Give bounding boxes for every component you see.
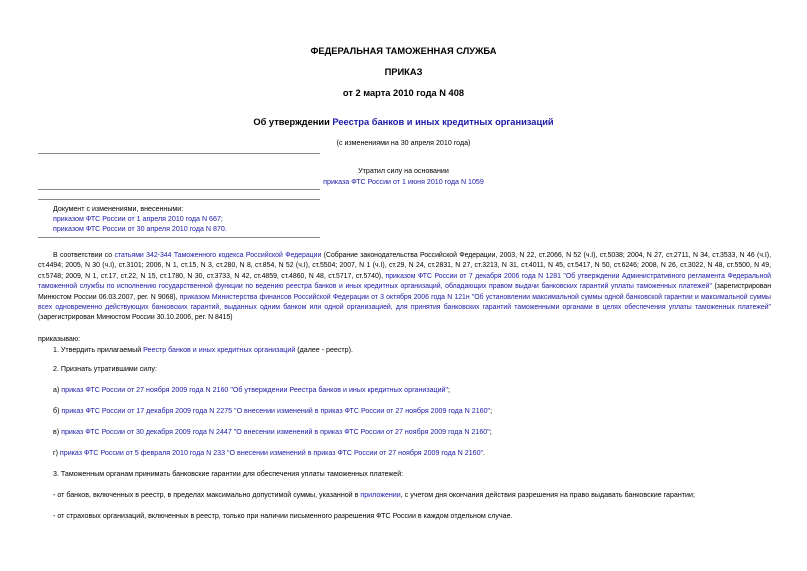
appendix-link[interactable]: приложении (360, 491, 401, 499)
item-2v: в) приказ ФТС России от 30 декабря 2009 года N 2447 "О внесении изменений в приказ ФТС России от 27 ноября 2009 года N 2160"; (53, 428, 492, 436)
agency-name: ФЕДЕРАЛЬНАЯ ТАМОЖЕННАЯ СЛУЖБА (310, 46, 497, 56)
divider (38, 189, 320, 190)
item-1: 1. Утвердить прилагаемый Реестр банков и иных кредитных организаций (далее - реестр). (53, 346, 353, 354)
registry-title-link[interactable]: Реестра банков и иных кредитных организаций (332, 117, 554, 127)
item-2a: а) приказ ФТС России от 27 ноября 2009 года N 2160 "Об утверждении Реестра банков и иных кредитных организаций"; (53, 386, 451, 394)
order-word: приказываю: (38, 335, 81, 343)
order-2447-link[interactable]: приказ ФТС России от 30 декабря 2009 года N 2447 "О внесении изменений в приказ ФТС России от 27 ноября 2009 года N 2160" (61, 428, 490, 436)
changes-label: Документ с изменениями, внесенными: (53, 205, 184, 213)
order-2160-link[interactable]: приказ ФТС России от 27 ноября 2009 года N 2160 "Об утверждении Реестра банков и иных кредитных организаций" (61, 386, 449, 394)
divider (38, 237, 320, 238)
insurance-clause: - от страховых организаций, включенных в реестр, только при наличии письменного разрешения ФТС России в каждом отдельном случае. (53, 512, 513, 520)
customs-code-link[interactable]: статьями 342-344 Таможенного кодекса Российской Федерации (114, 252, 322, 259)
registry-link[interactable]: Реестр банков и иных кредитных организаций (143, 346, 296, 354)
doc-date-number: от 2 марта 2010 года N 408 (342, 88, 465, 98)
order-2275-link[interactable]: приказ ФТС России от 17 декабря 2009 года N 2275 "О внесении изменений в приказ ФТС России от 27 ноября 2009 года N 2160" (61, 407, 491, 415)
amended-note: (с изменениями на 30 апреля 2010 года) (336, 139, 471, 147)
order-121n-link[interactable]: приказом Министерства финансов Российской Федерации от 3 октября 2006 года N 121н "Об установлении максимальной суммы одной банковской гарантии и максимальной суммы всех одновременно действующих банковских гарантий, выданных одним банком или одной организацией, для принятия банковских гарантий таможенными органами в целях обеспечения уплаты таможенных платежей" (38, 293, 771, 312)
change-link[interactable]: приказом ФТС России от 1 апреля 2010 года N 667; (53, 215, 223, 223)
repeal-order-link[interactable]: приказа ФТС России от 1 июня 2010 года N 1059 (323, 178, 484, 186)
doc-type: ПРИКАЗ (384, 67, 423, 77)
divider (38, 153, 320, 154)
preamble-paragraph: В соответствии со статьями 342-344 Таможенного кодекса Российской Федерации (Собрание законодательства Российской Федерации, 2003, N 22, ст.2066, N 52 (ч.I), ст.5038; 2004, N 27, ст.2711, N 34, ст.3533, N 46 (ч.I), ст.4494; 2005, N 30 (ч.I), ст.3101; 2006, N 1, ст.15, N 3, ст.280, N 8, ст.854, N 52 (ч.I), ст.5504; 2007, N 1 (ч.I), ст.29, N 24, ст.2831, N 27, ст.3213, N 31, ст.4011, N 45, ст.5417, N 50, ст.6246; 2008, N 26, ст.3022, N 48, ст.5500, N 49, ст.5748; 2009, N 1, ст.17, ст.22, N 15, ст.1780, N 30, ст.3733, N 42, ст.4859, ст.4860, N 48, ст.5717, ст.5740), приказом ФТС России от 7 декабря 2006 года N 1281 "Об утверждении Административного регламента Федеральной таможенной службы по исполнению государственной функции по ведению реестра банков и иных кредитных организаций, обладающих правом выдачи банковских гарантий уплаты таможенных платежей" (зарегистрирован Минюстом России 06.03.2007, рег. N 9068), приказом Министерства финансов Российской Федерации от 3 октября 2006 года N 121н "Об установлении максимальной суммы одной банковской гарантии и максимальной суммы всех одновременно действующих банковских гарантий, выданных одним банком или одной организацией, для принятия банковских гарантий таможенными органами в целях обеспечения уплаты таможенных платежей" (зарегистрирован Минюстом России 30.10.2006, рег. N 8415) (38, 252, 771, 322)
order-1281-link[interactable]: приказом ФТС России от 7 декабря 2006 года N 1281 "Об утверждении Административного регламента Федеральной таможенной службы по исполнению государственной функции по ведению реестра банков и иных кредитных организаций, обладающих правом выдачи банковских гарантий уплаты таможенных платежей" (38, 272, 771, 291)
doc-title: Об утверждении Реестра банков и иных кредитных организаций (253, 117, 554, 127)
divider (38, 199, 320, 200)
item-3: 3. Таможенным органам принимать банковские гарантии для обеспечения уплаты таможенных платежей: (53, 470, 404, 478)
item-2: 2. Признать утратившими силу: (53, 365, 157, 373)
item-2b: б) приказ ФТС России от 17 декабря 2009 года N 2275 "О внесении изменений в приказ ФТС России от 27 ноября 2009 года N 2160"; (53, 407, 493, 415)
banks-clause: - от банков, включенных в реестр, в пределах максимально допустимой суммы, указанной в приложении, с учетом дня окончания действия разрешения на право выдавать банковские гарантии; (53, 491, 695, 499)
item-2g: г) приказ ФТС России от 5 февраля 2010 года N 233 "О внесении изменений в приказ ФТС России от 27 ноября 2009 года N 2160". (53, 449, 486, 457)
change-link[interactable]: приказом ФТС России от 30 апреля 2010 года N 870. (53, 225, 227, 233)
validity-line: Утратил силу на основании (358, 167, 449, 175)
order-233-link[interactable]: приказ ФТС России от 5 февраля 2010 года N 233 "О внесении изменений в приказ ФТС России от 27 ноября 2009 года N 2160" (59, 449, 484, 457)
